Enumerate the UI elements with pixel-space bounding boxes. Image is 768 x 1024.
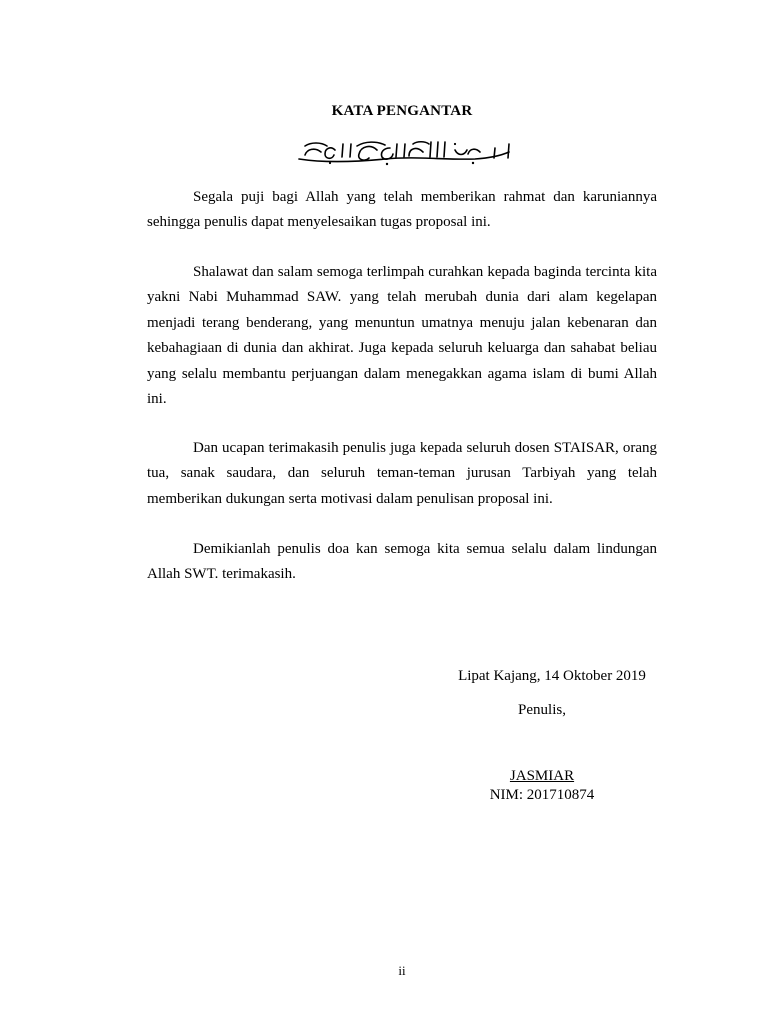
basmala-calligraphy-icon <box>295 138 513 168</box>
paragraph-praise: Segala puji bagi Allah yang telah memberikan rahmat dan karuniannya sehingga penulis dapat menyelesaikan tugas proposal ini. <box>147 189 657 231</box>
signature-nim: NIM: 201710874 <box>489 787 595 803</box>
paragraph-closing: Demikianlah penulis doa kan semoga kita semua selalu dalam lindungan Allah SWT. terimakasih. <box>147 541 657 583</box>
signature-role: Penulis, <box>518 702 566 718</box>
page-title: KATA PENGANTAR <box>331 103 473 119</box>
signature-place-date: Lipat Kajang, 14 Oktober 2019 <box>458 668 646 684</box>
paragraph-shalawat: Shalawat dan salam semoga terlimpah curahkan kepada baginda tercinta kita yakni Nabi Muhammad SAW. yang telah merubah dunia dari alam kegelapan menjadi terang benderang, yang menuntun umatnya menuju jalan kebenaran dan kebahagiaan di dunia dan akhirat. Juga kepada seluruh keluarga dan sahabat beliau yang selalu membantu perjuangan dalam menegakkan agama islam di bumi Allah ini. <box>147 264 657 408</box>
page-number: ii <box>398 963 406 978</box>
signature-name: JASMIAR <box>509 768 575 784</box>
paragraph-thanks: Dan ucapan terimakasih penulis juga kepada seluruh dosen STAISAR, orang tua, sanak saudara, dan seluruh teman-teman jurusan Tarbiyah yang telah memberikan dukungan serta motivasi dalam penulisan proposal ini. <box>147 440 657 507</box>
